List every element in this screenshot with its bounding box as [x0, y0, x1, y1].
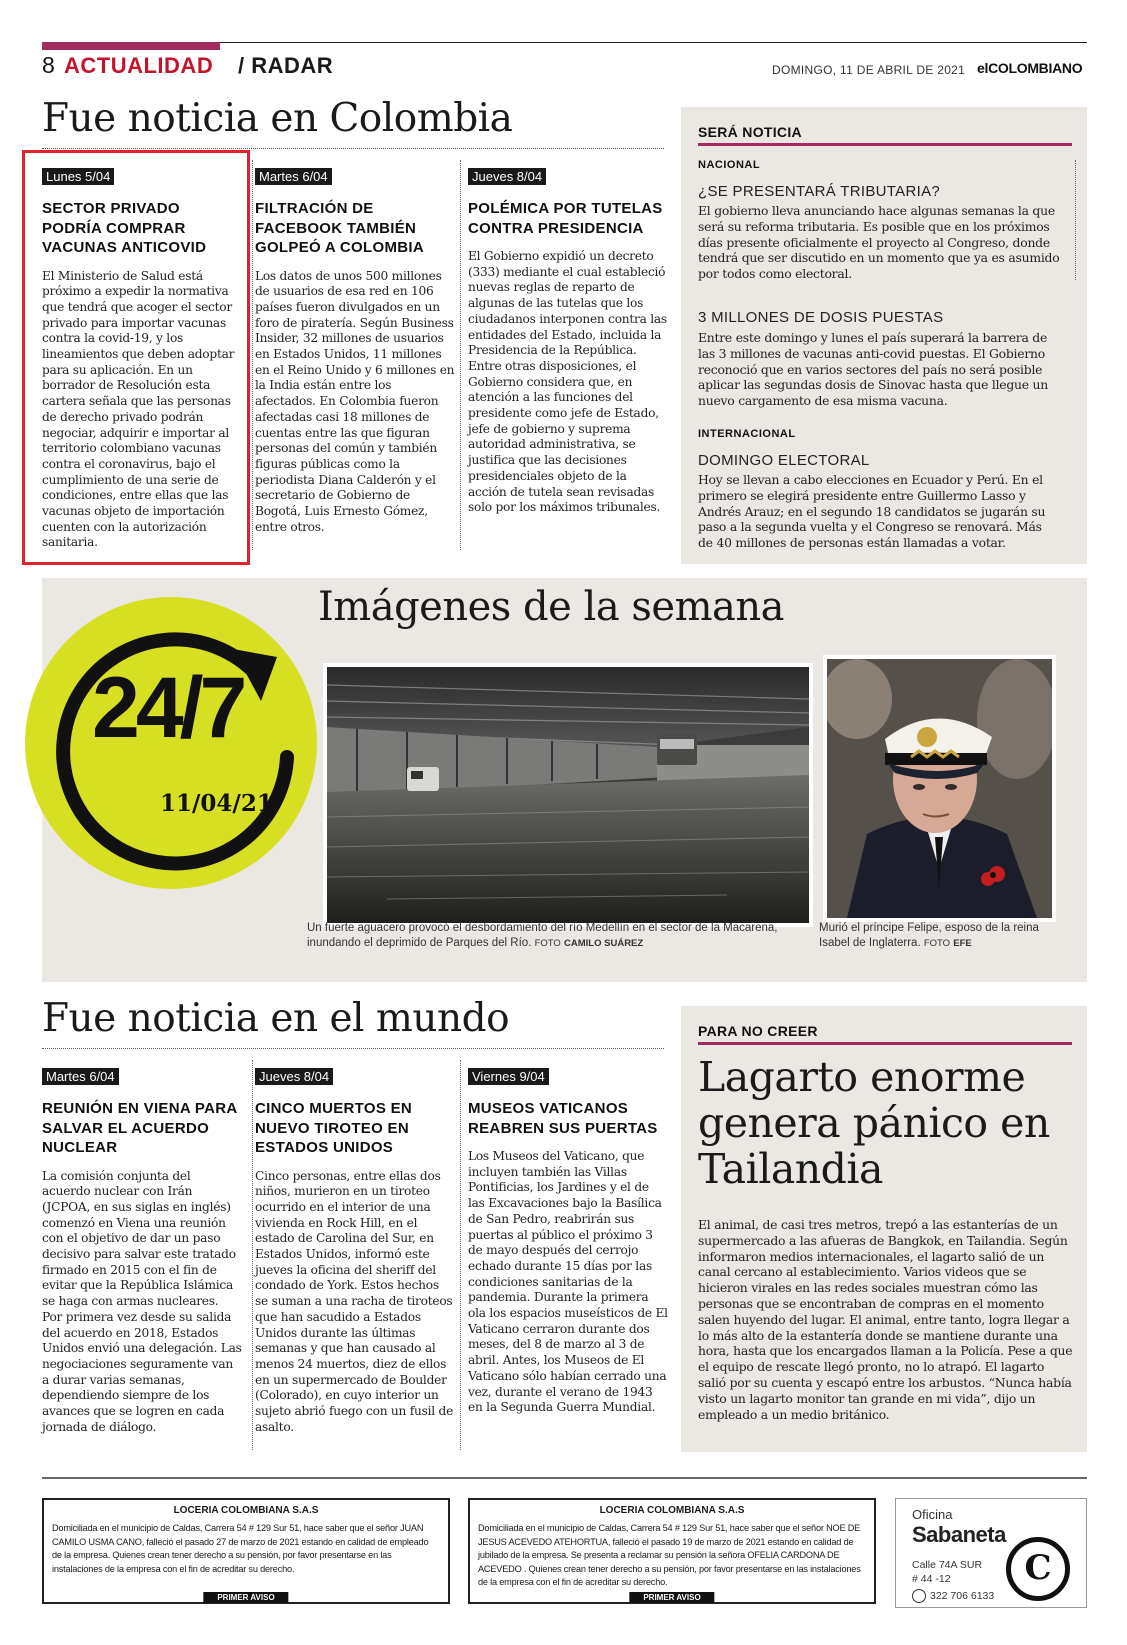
flood-photo-caption	[307, 921, 807, 951]
sera-noticia-item-title: DOMINGO ELECTORAL	[698, 452, 870, 469]
photo-credit-name: CAMILO SUÁREZ	[564, 938, 644, 949]
photo-credit-label: FOTO	[923, 938, 951, 949]
para-no-creer-header: PARA NO CREER	[698, 1023, 818, 1039]
portrait-photo	[827, 659, 1052, 918]
newspaper-logo-icon	[1006, 1537, 1070, 1601]
mundo-section-title: Fue noticia en el mundo	[42, 996, 510, 1041]
portrait-photo-frame	[823, 655, 1056, 922]
photo-caption-text: Un fuerte aguacero provocó el desbordamiento del río Medellín en el sector de la Macarena, inundando el deprimido de Parques del Río.	[307, 922, 778, 949]
article-date-tag: Jueves 8/04	[468, 168, 546, 185]
article-body: El Gobierno expidió un decreto (333) mediante el cual estableció nuevas reglas de reparto de algunas de las tutelas que los ciudadanos interponen contra las entidades del Estado, incluida la Presidencia de la República. Entre otras disposiciones, el Gobierno considera que, en atención a las funciones del presidente como jefe de Estado, jefe de gobierno y suprema autoridad administrativa, se justifica que las decisiones presidenciales objeto de la acción de tutela sean revisadas solo por los máximos tribunales.	[468, 249, 667, 515]
notice-ad-2	[468, 1498, 876, 1604]
subsection-name: / RADAR	[238, 53, 334, 78]
para-no-creer-rule	[698, 1042, 1072, 1045]
sera-noticia-item-body: Hoy se llevan a cabo elecciones en Ecuador y Perú. En el primero se elegirá presidente entre Guillermo Lasso y Andrés Arauz; en el segundo 18 candidatos se jugarán su paso a la segunda vuelta y el Congreso se renovará. Más de 40 millones de personas están llamadas a votar.	[698, 472, 1046, 551]
flood-photo	[327, 667, 809, 923]
article-date-tag: Viernes 9/04	[468, 1068, 549, 1085]
mundo-article-1	[42, 1068, 242, 1435]
para-no-creer-body: El animal, de casi tres metros, trepó a las estanterías de un supermercado a las afueras de Bangkok, en Tailandia. Según informaron medios internacionales, el lagarto salió de un canal cercano al establecimiento. Varios videos que se hicieron virales en las redes sociales muestran cómo las personas que se encontraban de compras en el momento salen huyendo del lugar. El animal, entre tanto, logra llegar a lo más alto de la estantería donde se mantiene durante una hora, hasta que los encargados llaman a la Policía. Pese a que el equipo de rescate llegó pronto, no lo atrapó. El lagarto salió por su cuenta y escapó entre los arbustos. “Nunca había visto un lagarto monitor tan grande en mi vida”, dijo un empleado a un medio británico.	[698, 1217, 1073, 1422]
ad-text: Domiciliada en el municipio de Caldas, Carrera 54 # 129 Sur 51, hace saber que el señor NOE DE JESUS ACEVEDO ATEHORTUA, falleció el pasado 19 de marzo de 2021 estando en calidad de jubilado de la empresa. Se presenta a reclamar su pensión la señora OFELIA CARDONA DE ACEVEDO . Quienes crean tener derecho a su pensión, por favor presentarse en las instalaciones de la empresa con el fin de acreditar su derecho.	[478, 1523, 861, 1587]
article-date-tag: Lunes 5/04	[42, 168, 114, 185]
article-date-tag: Jueves 8/04	[255, 1068, 333, 1085]
column-divider	[460, 160, 461, 550]
sera-noticia-item-body: Entre este domingo y lunes el país superará la barrera de las 3 millones de vacunas anti-covid puestas. El Gobierno reconoció que en varios sectores del país no será posible aplicar las segundas dosis de Sinovac hasta que llegue un nuevo cargamento de esa misma vacuna.	[698, 330, 1049, 409]
photo-credit-label: FOTO	[534, 938, 561, 949]
article-headline: FILTRACIÓN DE FACEBOOK TAMBIÉN GOLPEÓ A COLOMBIA	[255, 200, 424, 256]
article-body: Cinco personas, entre ellas dos niños, murieron en un tiroteo ocurrido en el interior de una vivienda en Rock Hill, en el estado de Carolina del Sur, en Estados Unidos, informó este jueves la oficina del sheriff del condado de York. Estos hechos se suman a una racha de tiroteos que han sacudido a Estados Unidos durante las últimas semanas y que han causado al menos 24 muertos, diez de ellos en un supermercado de Boulder (Colorado), en cuyo interior un sujeto abrió fuego con un fusil de asalto.	[255, 1168, 454, 1434]
ad-footer: PRIMER AVISO	[629, 1592, 714, 1603]
sera-noticia-item-body: El gobierno lleva anunciando hace algunas semanas la que será su reforma tributaria. Es posible que en los próximos días presente oficialmente el proyecto al Congreso, donde tendrá que ser discutido en un momento que ya es asumido por todos como electoral.	[698, 203, 1060, 282]
article-headline: POLÉMICA POR TUTELAS CONTRA PRESIDENCIA	[468, 200, 663, 237]
photo-caption-text: Murió el príncipe Felipe, esposo de la reina Isabel de Inglaterra.	[819, 922, 1039, 949]
column-divider	[1075, 160, 1076, 280]
mundo-title-rule	[42, 1048, 664, 1049]
sera-noticia-item-title: 3 MILLONES DE DOSIS PUESTAS	[698, 309, 944, 326]
colombia-title-rule	[42, 148, 664, 149]
notice-ad-1	[42, 1498, 450, 1604]
sera-noticia-item-title: ¿SE PRESENTARÁ TRIBUTARIA?	[698, 183, 941, 200]
issue-date: DOMINGO, 11 DE ABRIL DE 2021	[772, 63, 966, 77]
internacional-label: INTERNACIONAL	[698, 428, 796, 440]
office-label: Oficina	[912, 1507, 953, 1522]
ad-title: LOCERIA COLOMBIANA S.A.S	[599, 1505, 745, 1516]
para-no-creer-headline: Lagarto enorme genera pánico en Tailandia	[698, 1053, 1050, 1193]
article-date-tag: Martes 6/04	[255, 168, 332, 185]
colombia-section-title: Fue noticia en Colombia	[42, 96, 513, 141]
ad-text: Domiciliada en el municipio de Caldas, Carrera 54 # 129 Sur 51, hace saber que el señor JUAN CAMILO USMA CANO, falleció el pasado 27 de marzo de 2021 estando en calidad de empleado de la empresa. Quienes crean tener derecho a su pensión, por favor presentarse en las instalaciones de la empresa con el fin de acreditar su derecho.	[52, 1523, 429, 1574]
nacional-label: NACIONAL	[698, 159, 761, 171]
ad-footer: PRIMER AVISO	[203, 1592, 288, 1603]
office-address-line2: # 44 -12	[912, 1573, 951, 1585]
colombia-article-2	[255, 168, 455, 535]
section-name: ACTUALIDAD	[64, 53, 214, 78]
sera-noticia-rule	[698, 143, 1072, 146]
imagenes-title: Imágenes de la semana	[318, 584, 784, 630]
office-address-line1: Calle 74A SUR	[912, 1559, 983, 1571]
photo-credit-name: EFE	[953, 938, 972, 949]
article-headline: MUSEOS VATICANOS REABREN SUS PUERTAS	[468, 1100, 658, 1137]
office-ad	[895, 1498, 1087, 1608]
article-date-tag: Martes 6/04	[42, 1068, 119, 1085]
portrait-photo-caption	[819, 921, 1059, 951]
colombia-article-3	[468, 168, 668, 516]
flood-photo-frame	[323, 663, 813, 927]
article-body: Los Museos del Vaticano, que incluyen también las Villas Pontificias, los Jardines y el de las Excavaciones bajo la Basílica de San Pedro, reabrirán sus puertas al público el próximo 3 de mayo después del cerrojo echado durante 15 días por las condiciones sanitarias de la pandemia. Durante la primera ola los espacios museísticos de El Vaticano cerraron durante dos meses, del 8 de marzo al 3 de abril. Antes, los Museos de El Vaticano sólo habían cerrado una vez, durante el verano de 1943 en la Segunda Guerra Mundial.	[468, 1149, 668, 1415]
footer-rule	[42, 1477, 1087, 1479]
page-number: 8	[42, 52, 55, 78]
article-headline: CINCO MUERTOS EN NUEVO TIROTEO EN ESTADOS UNIDOS	[255, 1100, 413, 1156]
week-badge-date: 11/04/21	[160, 790, 273, 817]
article-body: El Ministerio de Salud está próximo a expedir la normativa que tendrá que acoger el sector privado para importar vacunas contra la covid-19, y los lineamientos que deben adoptar para su aplicación. En un borrador de Resolución esta cartera señala que las personas de derecho privado podrán negociar, adquirir e importar al territorio colombiano vacunas contra el coronavirus, bajo el cumplimiento de una serie de condiciones, entre ellas que las vacunas objeto de importación cuenten con la autorización sanitaria.	[42, 268, 235, 550]
column-divider	[460, 1060, 461, 1450]
mundo-article-2	[255, 1068, 455, 1435]
article-headline: SECTOR PRIVADO PODRÍA COMPRAR VACUNAS ANTICOVID	[42, 200, 207, 256]
office-phone: 322 706 6133	[930, 1590, 995, 1602]
article-body: Los datos de unos 500 millones de usuarios de esa red en 106 países fueron divulgados en un foro de piratería. Según Business Insider, 32 millones de usuarios en Estados Unidos, 11 millones en el Reino Unido y 6 millones en la India están entre los afectados. En Colombia fueron afectadas casi 18 millones de cuentas entre las que figuran personas del común y también figuras públicas como la periodista Diana Calderón y el secretario de Gobierno de Bogotá, Luis Ernesto Gómez, entre otros.	[255, 268, 455, 534]
week-badge-number: 24/7	[92, 660, 244, 756]
sera-noticia-header: SERÁ NOTICIA	[698, 124, 802, 140]
ad-title: LOCERIA COLOMBIANA S.A.S	[173, 1505, 319, 1516]
colombia-article-1	[42, 168, 242, 551]
mundo-article-3	[468, 1068, 668, 1416]
header-accent-bar	[42, 42, 220, 50]
office-name: Sabaneta	[912, 1522, 1006, 1547]
logo-letter: C	[1024, 1548, 1052, 1588]
article-body: La comisión conjunta del acuerdo nuclear con Irán (JCPOA, en sus siglas en inglés) comenzó en Viena una reunión con el objetivo de dar un paso decisivo para salvar este tratado firmado en 2015 con el fin de evitar que la República Islámica se haga con armas nucleares. Por primera vez desde su salida del acuerdo en 2018, Estados Unidos envió una delegación. Las negociaciones seguramente van a durar varias semanas, dependiendo siempre de los avances que se logren en cada jornada de diálogo.	[42, 1168, 242, 1434]
article-headline: REUNIÓN EN VIENA PARA SALVAR EL ACUERDO NUCLEAR	[42, 1100, 237, 1156]
whatsapp-icon	[912, 1589, 926, 1603]
column-divider	[252, 1060, 253, 1450]
column-divider	[252, 160, 253, 550]
newspaper-name: elCOLOMBIANO	[977, 60, 1083, 76]
